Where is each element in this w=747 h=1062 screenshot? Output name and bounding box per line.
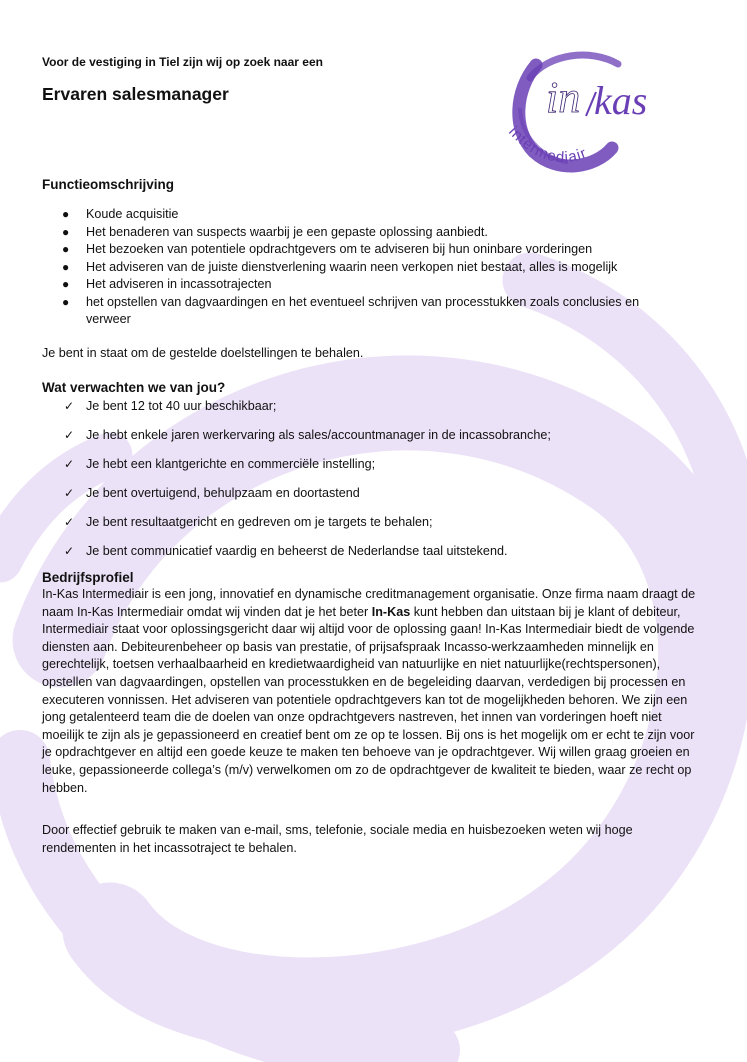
bullet-icon: ● — [62, 242, 70, 256]
list-item: ✓ Je bent 12 tot 40 uur beschikbaar; — [64, 399, 277, 413]
intro-text: Voor de vestiging in Tiel zijn wij op zoek naar een — [42, 55, 323, 69]
list-item: ✓ Je hebt enkele jaren werkervaring als sales/accountmanager in de incassobranche; — [64, 428, 551, 442]
checkmark-icon: ✓ — [64, 457, 75, 471]
checkmark-icon: ✓ — [64, 399, 75, 413]
company-profile-paragraph: In-Kas Intermediair is een jong, innovatief en dynamische creditmanagement organisatie. Onze firma naam draagt de naam In-Kas Intermediair omdat wij vinden dat je het beter In-Kas kunt hebben dan uitstaan bij je klant of debiteur, Intermediair staat voor oplossingsgericht daar wij altijd voor de oplossing gaan! In-Kas Intermediair biedt de volgende diensten aan. Debiteurenbeheer op basis van prestatie, of prijsafspraak Incasso-werkzaamheden minnelijk en gerechtelijk, toetsen verhaalbaarheid en kredietwaardigheid van natuurlijke en niet natuurlijke(rechtspersonen), opstellen van dagvaardingen, opstellen van processtukken en de begeleiding daarvan, verdedigen bij processen en executeren vonnissen. Het adviseren van potentiele opdrachtgevers kan tot de mogelijkheden behoren. We zijn een jong getalenteerd team die de doelen van onze opdrachtgevers nastreven, het innen van vorderingen hoeft niet moeilijk te zijn als je gepassioneerd en creatief bent om ze op te lossen. Bij ons is het mogelijk om er echt te zijn voor je opdrachtgever en altijd een goede keuze te maken ten behoeve van je opdrachtgever. Wij willen graag groeien en leuke, gepassioneerde collega’s (m/v) verwelkomen om zo de opdrachtgever de kwaliteit te bieden, waar ze recht op hebben. — [42, 587, 696, 795]
expectations-list — [42, 398, 551, 572]
section-heading-functieomschrijving: Functieomschrijving — [42, 177, 175, 192]
list-item: ● Het benaderen van suspects waarbij je een gepaste oplossing aanbiedt. — [42, 224, 682, 242]
list-item: ● Het bezoeken van potentiele opdrachtgevers om te adviseren bij hun oninbare vorderingen — [42, 241, 682, 259]
bullet-icon: ● — [62, 294, 70, 309]
function-list — [42, 206, 682, 329]
list-item: ● het opstellen van dagvaardingen en het eventueel schrijven van processtukken zoals conclusies en verweer — [62, 294, 640, 326]
bullet-icon: ● — [62, 207, 70, 221]
list-item: ● Koude acquisitie — [42, 206, 682, 224]
closing-paragraph: Door effectief gebruik te maken van e-mail, sms, telefonie, sociale media en huisbezoeken weten wij hoge rendementen in het incassotraject te behalen. — [42, 823, 633, 855]
bullet-icon: ● — [62, 277, 70, 291]
section-heading-bedrijfsprofiel: Bedrijfsprofiel — [42, 570, 134, 585]
svg-text:intermediair: intermediair — [505, 123, 590, 167]
svg-text:in: in — [546, 73, 581, 122]
bullet-icon: ● — [62, 259, 70, 274]
goals-text: Je bent in staat om de gestelde doelstellingen te behalen. — [42, 346, 364, 360]
svg-text:kas: kas — [594, 78, 648, 123]
list-item: ✓ Je bent overtuigend, behulpzaam en doortastend — [64, 486, 360, 500]
list-item: ● Het adviseren van de juiste dienstverlening waarin neen verkopen niet bestaat, alles is mogelijk — [42, 259, 682, 277]
checkmark-icon: ✓ — [64, 515, 75, 529]
bullet-icon: ● — [62, 224, 70, 239]
checkmark-icon: ✓ — [64, 428, 75, 442]
brand-emphasis: In-Kas — [371, 604, 411, 619]
checkmark-icon: ✓ — [64, 544, 75, 558]
section-heading-verwachten: Wat verwachten we van jou? — [42, 380, 226, 395]
in-kas-intermediair-logo — [500, 40, 700, 180]
list-item: ✓ Je bent communicatief vaardig en beheerst de Nederlandse taal uitstekend. — [64, 544, 508, 558]
list-item: ✓ Je bent resultaatgericht en gedreven om je targets te behalen; — [64, 515, 433, 529]
checkmark-icon: ✓ — [64, 486, 75, 500]
job-title: Ervaren salesmanager — [42, 84, 229, 104]
list-item: ✓ Je hebt een klantgerichte en commerciële instelling; — [64, 457, 376, 471]
list-item: ● Het adviseren in incassotrajecten — [42, 276, 682, 294]
